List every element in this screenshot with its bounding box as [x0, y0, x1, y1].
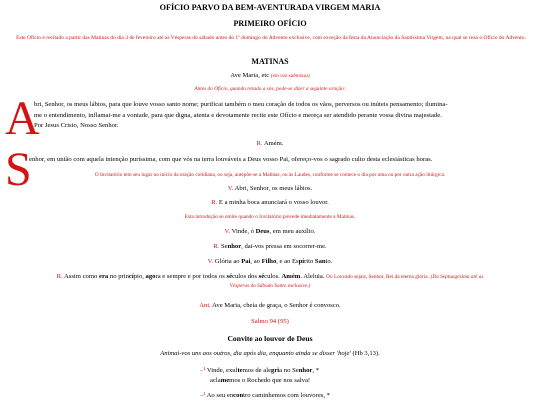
response-3: [10, 272, 530, 291]
response-text: Senhor, dai-vos pressa em socorrer-me.: [220, 243, 327, 250]
invitatorio-rubric: O Invitatório tem seu lugar no início da oração cotidiana, ou seja, antepõe-se a Matinas, ou às Laudes, conforme se comece o dia por uma ou por outra ação litúrgica.: [94, 172, 446, 178]
versicle-text: Glória ao Pai, ao Filho, e ao Espírito Santo.: [214, 258, 333, 265]
psalm-number: Salmo 94 (95): [251, 318, 289, 325]
response-sign: R.: [56, 273, 63, 280]
ave-maria-text: Ave Maria, etc: [230, 72, 270, 79]
psalm-verse-cont: aclamemos o Rochedo que nos salva!: [210, 377, 311, 384]
amen-sign: R.: [256, 140, 263, 147]
psalm-epigraph: [0, 350, 540, 357]
office-subtitle: PRIMEIRO OFÍCIO: [233, 19, 307, 28]
versicle-text: Abri, Senhor, os meus lábios.: [234, 185, 313, 192]
verse-number: –²: [200, 392, 206, 399]
aperi-line-2: me o entendimento, inflamai-me a vontade, para que digna, atenta e devotamente recite este Ofício e mereça ser atendido perante vossa divina majestade.: [34, 111, 442, 119]
versicle-sign: V.: [227, 185, 234, 192]
response-sign: R.: [213, 243, 220, 250]
dropcap-s: S: [5, 143, 32, 196]
response-1: [0, 199, 540, 206]
versicle-sign: V.: [224, 228, 231, 235]
versicle-sign: V.: [207, 258, 214, 265]
response-2: [0, 243, 540, 250]
domine-prayer: enhor, em união com aquela intenção puríssima, com que vós na terra louváveis a Deus vosso Pai, ofereço-vos o sagrado culto desta eclesiásticas horas.: [29, 156, 433, 163]
response-text: Assim como era no princípio, agora e sempre e por todos os séculos dos séculos. Amém. Aleluia.: [63, 273, 325, 280]
psalm-strophe-2: –² Ao seu encontro caminhemos com louvores, *: [200, 392, 331, 399]
antiphon: [0, 302, 540, 309]
office-title: OFÍCIO PARVO DA BEM-AVENTURADA VIRGEM MARIA: [159, 3, 381, 12]
psalm-strophe-1: [200, 366, 319, 386]
season-rubric: (Da Septuagésima até as: [430, 274, 484, 280]
omit-rubric: Esta introdução se omite quando o Invitatório precede imediatamente a Matinas.: [184, 214, 356, 220]
response-text: E a minha boca anunciará o vosso louvor.: [218, 199, 329, 206]
versicle-1: [0, 185, 540, 192]
amen-line: [0, 140, 540, 147]
ave-maria-rubric: (em voz submissa): [270, 73, 310, 79]
before-office-rubric: Antes do Ofício, quando rezado a sós, pode-se dizer a seguinte oração:: [194, 86, 346, 92]
verse-number: –¹: [200, 367, 206, 374]
response-sign: R.: [211, 199, 218, 206]
aperi-line-3: Por Jesus Cristo, Nosso Senhor.: [34, 122, 119, 129]
antiphon-text: Ave Maria, cheia de graça, o Senhor é convosco.: [212, 302, 341, 309]
aperi-line-1: bri, Senhor, os meus lábios, para que louve vosso santo nome; purificai também o meu coração de todos os vãos, perversos ou inúteis pensamento; ilumina-: [34, 101, 448, 108]
dropcap-a: A: [5, 92, 40, 145]
antiphon-label: Ant.: [199, 302, 211, 309]
matinas-heading: MATINAS: [251, 57, 289, 66]
versicle-2: [0, 228, 540, 235]
alternative-rubric: Ou Louvado sejais, Senhor, Rei da eterna glória.: [326, 274, 429, 280]
versicle-3: [0, 258, 540, 265]
psalm-title: Convite ao louvor de Deus: [227, 334, 313, 343]
epigraph-reference: (Hb 3,13).: [352, 350, 380, 357]
intro-rubric: Este Ofício é recitado a partir das Matinas do dia 3 de fevereiro até as Vésperas do sábado antes do 1º domingo do Advento exclusive, com exceção da festa da Anunciação da Santíssima Virgem, na qual se reza o Ofício do Advento.: [16, 35, 526, 41]
aperi-prayer: [34, 100, 536, 132]
amen-text: Amém.: [263, 140, 284, 147]
season-rubric-end: Vésperas do Sábado Santo exclusive.): [229, 283, 311, 289]
epigraph-text: Animai-vos uns aos outros, dia após dia, enquanto ainda se disser 'hoje': [160, 350, 351, 357]
ave-maria-line: [0, 72, 540, 79]
versicle-text: Vinde, ó Deus, em meu auxílio.: [231, 228, 316, 235]
psalm-verse: –¹ Vinde, exultemos de alegria no Senhor, *: [200, 367, 320, 374]
